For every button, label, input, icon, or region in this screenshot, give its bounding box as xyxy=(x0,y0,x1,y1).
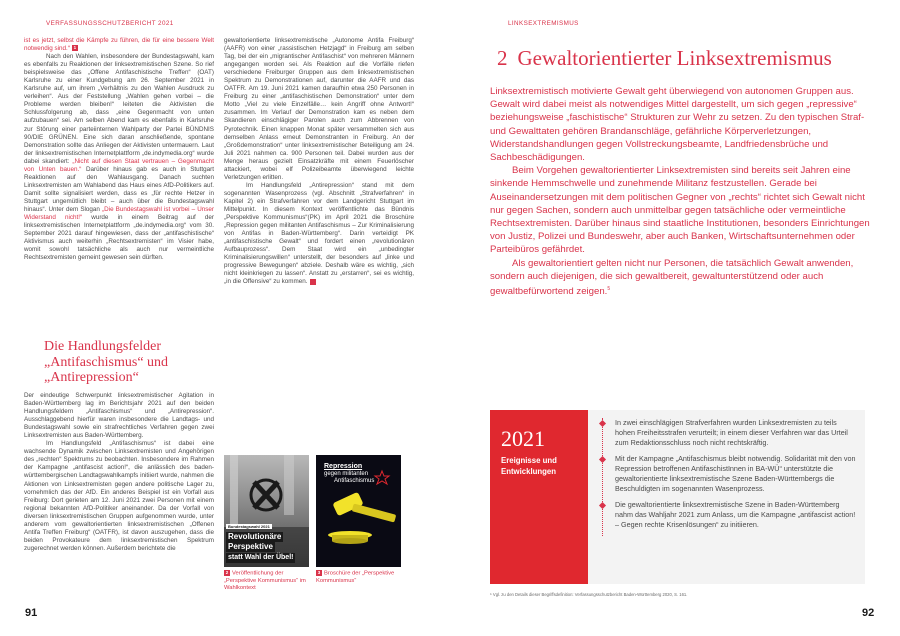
list-item: In zwei einschlägigen Strafverfahren wurden Linksextremisten zu teils hohen Freiheitsstrafen verurteilt; in einem dieser Verfahren war das Urteil zum Redaktionsschluss noch nicht rechtskräftig. xyxy=(603,418,858,448)
footnote: ⁵ Vgl. zu den Details dieser Begriffsdefinition: Verfassungsschutzbericht Baden-Württemberg 2020, S. 161. xyxy=(490,592,688,597)
figure-marker: 1 xyxy=(73,45,77,51)
diamond-bullet-icon xyxy=(599,456,606,463)
running-head-left: VERFASSUNGSSCHUTZBERICHT 2021 xyxy=(46,20,174,27)
diamond-bullet-icon xyxy=(599,420,606,427)
footnote-ref[interactable]: 5 xyxy=(607,286,611,293)
paragraph-antifaschismus: Im Handlungsfeld „Antifaschismus“ ist dabei eine wachsende Dynamik zwischen Linksextremisten und Angehörigen des „rechten“ Spektrums zu beobachten. Insbesondere im Rahmen der Kampagne „antifascist action!“, die anlässlich des baden-württembergischen Landtagswahlkampfs initiiert wurde, nahmen die Aktionen von Linksextremisten gegen andere politische Lager zu, vornehmlich das der AfD. Ein anderes Beispiel ist ein Vorfall aus Freiburg: Dort gerieten am 12. Juni 2021 zwei Personen mit einem regional bekannten AfD-Politiker aneinander. Da der Vorfall von diversen linksextremistischen Gruppen aufgenommen wurde, unter anderem vom gewaltorientierten linksextremistischen „Offenen Antifa Treffen Freiburg“ (OATFR), ist davon auszugehen, dass die beiden Provokateure dem linksextremistischen Spektrum zugerechnet werden können. Außerdem berichtete die xyxy=(24,440,214,552)
lead-paragraph-3: Als gewaltorientiert gelten nicht nur Personen, die tatsächlich Gewalt anwenden, sondern auch diejenigen, die sich gewaltbereit, gewaltunterstützend oder auch gewaltbefürwortend zeigen.$^5$ xyxy=(490,257,854,298)
left-column-1 xyxy=(24,37,214,262)
intro-quote: ist es jetzt, selbst die Kämpfe zu führen, die für eine bessere Welt notwendig sind.“ xyxy=(24,37,214,53)
gavel-icon xyxy=(316,455,401,567)
quote-slogan: „Die Bundestagswahl ist vorbei – Unser Widerstand nicht!“ xyxy=(24,205,214,222)
page-number-right: 92 xyxy=(862,607,875,619)
diamond-bullet-icon xyxy=(599,502,606,509)
events-label: Ereignisse und Entwicklungen xyxy=(501,456,557,476)
list-item: Die gewaltorientierte linksextremistische Szene in Baden-Württemberg nahm das Wahljahr 2021 zum Anlass, um die Kampagne „antifascist action! – Gegen rechte Krisenlösungen“ zu initiieren. xyxy=(603,500,858,530)
election-poster-image xyxy=(224,455,309,567)
paragraph-focus: Der eindeutige Schwerpunkt linksextremistischer Agitation in Baden-Württemberg lag im Berichtsjahr 2021 auf den beiden Handlungsfeldern „Antifaschismus“ und „Antirepression“. Ausschlaggebend hierfür waren insbesondere die Landtags- und Bundestagswahl sowie ein strafrechtliches Verfahren gegen zwei Linksextremisten aus Baden-Württemberg. xyxy=(24,392,214,440)
page-number-left: 91 xyxy=(25,607,38,619)
right-page xyxy=(450,0,900,636)
events-list xyxy=(602,418,858,536)
running-head-right: LINKSEXTREMISMUS xyxy=(508,20,579,27)
left-column-2 xyxy=(224,37,414,286)
lead-paragraph-2: Beim Vorgehen gewaltorientierter Linksextremisten sind bereits seit Jahren eine sinkende Hemmschwelle und zunehmende Militanz festzustellen. Gerade bei Auseinandersetzungen mit dem politischen Gegner von „rechts“ richtet sich Gewalt nicht nur gegen Sachen, sondern auch unmittelbar gegen tatsächliche oder vermeintliche Rechtsextremisten. Darüber hinaus sind staatliche Institutionen, besonders Einrichtungen von Justiz, Polizei und Bundeswehr, aber auch Banken, Wirtschaftsunternehmen oder Parteibüros gefährdet. xyxy=(490,165,870,256)
chapter-title: 2 Gewaltorientierter Linksextremismus xyxy=(497,46,832,70)
events-box xyxy=(490,410,865,584)
figure-election-poster xyxy=(224,455,309,592)
paragraph-freiburg: gewaltorientierte linksextremistische „Autonome Antifa Freiburg“ (AAFR) von einer „rassistischen Hetzjagd“ in Freiburg am selben Tag, bei der ein „migrantischer Antifaschist“ von mehreren Männern angegangen worden sei. Als Reaktion auf die Vorfälle riefen verschiedene Freiburger Gruppen aus dem linksextremistischen Spektrum zu Demonstrationen auf, darunter die AAFR und das OATFR. Am 19. Juni 2021 kamen daraufhin etwa 250 Personen in Freiburg zu einer „antifaschistischen Demonstration“ unter dem Motto „Viel zu viele Einzelfälle… kein Angriff ohne Antwort!“ zusammen. Im Verlauf der Demonstration kam es neben dem Skandieren einschlägiger Parolen auch zum Abbrennen von Pyrotechnik. Einen knappen Monat später versammelten sich aus demselben Anlass erneut Demonstranten in Freiburg. An der „Großdemonstration“ unter linksextremistischer Beteiligung am 24. Juli 2021 nahmen ca. 900 Personen teil. Dabei wurden aus der Menge heraus gezielt Einsatzkräfte mit einem Feuerlöscher attackiert, wobei elf Polizeibeamte überwiegend leichte Verletzungen erlitten. xyxy=(224,37,414,181)
lead-text xyxy=(490,85,875,298)
paragraph-elections: Nach den Wahlen, insbesondere der Bundestagswahl, kam es ebenfalls zu Reaktionen der linksextremistischen Szene. So rief beispielsweise das „Offene Antifaschistische Treffen“ (OAT) Karlsruhe zu einer Kundgebung am 26. September 2021 in Karlsruhe auf, um ihrem „Verhältnis zu den Wahlen Ausdruck zu verleihen“. Aus der Feststellung „Wahlen gehen vorbei – die Probleme werden bleiben!“ leiteten die Aktivisten die Schlussfolgerung ab, dass „eine Gegenmacht von unten aufzubauen“ sei. Am selben Abend kam es ebenfalls in Karlsruhe zur Störung einer parteiinternen Wahlparty der Partei BÜNDNIS 90/DIE GRÜNEN. Eine sich daran anschließende, spontane Demonstration sollte das Anliegen der Aktivisten untermauern. Laut der linksextremistischen Internetplattform „de.indymedia.org“ wurde dabei skandiert: „Nicht auf diesen Staat vertrauen – Gegenmacht von Unten bauen.“ Darüber hinaus gab es auch in Stuttgart Reaktionen auf den Wahlausgang. Danach suchten Linksextremisten am Wahlabend das Haus eines AfD-Politikers auf. Damit sollte signalisiert werden, dass es „für rechte Hetzer in Stuttgart ungemütlich bleibt – auch über die Bundestagswahl hinaus“. Unter dem Slogan „Die Bundestagswahl ist vorbei – Unser Widerstand nicht!“ wurde in einem Beitrag auf der linksextremistischen Internetplattform „de.indymedia.org“ vom 30. September 2021 darauf hingewiesen, dass der „antifaschistische“ Aktivismus auch weiterhin „Rechtsextremisten“ im Visier habe, womit sowohl tatsächliche als auch nur vermeintliche Rechtsextremisten gemeint gewesen sein dürften. xyxy=(24,53,214,262)
figure-caption: 3 Broschüre der „Perspektive Kommunismus“ xyxy=(316,570,395,584)
chapter-number: 2 xyxy=(497,46,508,70)
list-item: Mit der Kampagne „Antifaschismus bleibt notwendig. Solidarität mit den von Repression betroffenen AntifaschistInnen in BA-WÜ“ unterstützte die gewaltorientierte linksextremistische Szene Baden-Württembergs die Beschuldigten im sogenannten Wasenprozess. xyxy=(603,454,858,494)
poster-kicker: Bundestagswahl 2021 xyxy=(228,524,270,529)
brochure-cover-image: Repression gegen militanten Antifaschismus xyxy=(316,455,401,567)
paragraph-antirepression: Im Handlungsfeld „Antirepression“ stand mit dem sogenannten Wasenprozess (vgl. Abschnitt „Strafverfahren“ in Kapitel 2) ein Strafverfahren vor dem Landgericht Stuttgart im Mittelpunkt. In diesem Kontext veröffentlichte das Bündnis „Perspektive Kommunismus“(PK) im April 2021 die Broschüre „Repression gegen militanten Antifaschismus – Zur Kriminalisierung von Antifas in Baden-Württemberg“. Darin verteidigt PK „antifaschistische Gewalt“ und fordert einen „revolutionären Aufbauprozess“. Dem Staat wird ein „unbedingter Kriminalisierungswillen“ unterstellt, der besonders auf „linke und progressive Bewegungen“ abziele. Deshalb wäre es wichtig, „sich nicht kleinkriegen zu lassen“. Anstatt zu „erstarren“, sei es wichtig, „in die Offensive“ zu kommen. 3 xyxy=(224,181,414,286)
quote-gegenmacht: „Nicht auf diesen Staat vertrauen – Gegenmacht von Unten bauen.“ xyxy=(24,157,214,173)
figure-brochure-cover xyxy=(316,455,401,585)
lead-paragraph-1: Linksextremistisch motivierte Gewalt geht überwiegend von autonomen Gruppen aus. Gewalt wird dabei meist als notwendiges Mittel dargestellt, um sich gegen „repressive“ beziehungsweise „faschistische“ Strukturen zur Wehr zu setzen. Zu den typischen Straf- und Gewalttaten gehören Brandanschläge, gefährliche Körperverletzungen, Widerstandshandlungen gegen Vollstreckungsbeamte, Landfriedensbrüche und Sachbeschädigungen. xyxy=(490,86,865,164)
figure-marker: 3 xyxy=(310,279,316,285)
events-year: 2021 xyxy=(501,426,545,451)
poster-headline: Revolutionäre Perspektive statt Wahl der Übel! xyxy=(228,532,294,561)
section-heading: Die Handlungsfelder „Antifaschismus“ und „Antirepression“ xyxy=(44,339,169,385)
left-column-1-lower xyxy=(24,392,214,553)
events-box-label-panel xyxy=(490,410,588,584)
figure-caption: 2 Veröffentlichung der „Perspektive Kommunismus“ im Wahlkontext xyxy=(224,570,306,591)
